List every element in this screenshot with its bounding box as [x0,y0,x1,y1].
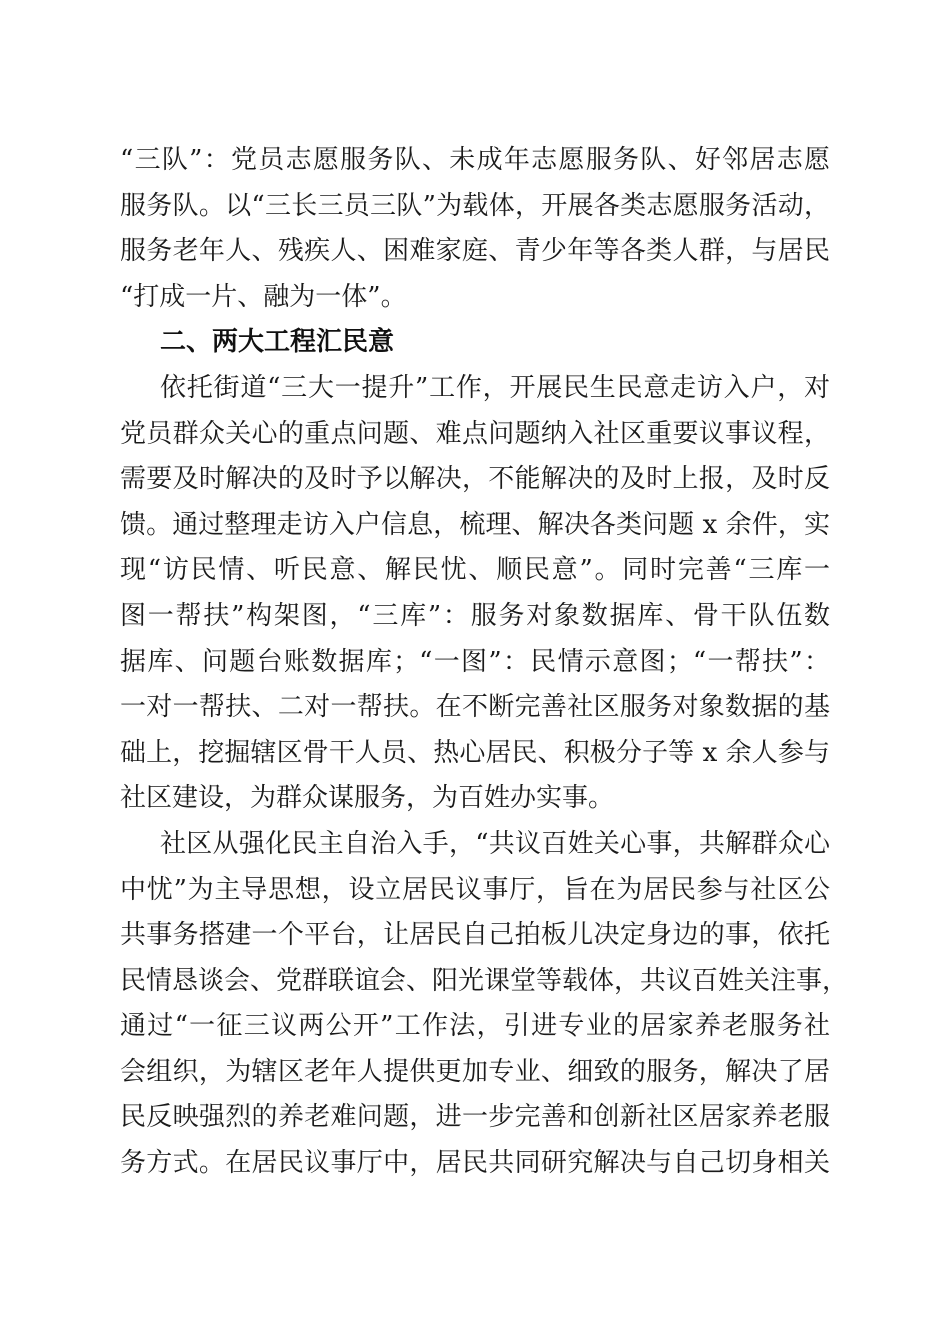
text-line: 社区从强化民主自治入手，“共议百姓关心事，共解群众心 [160,828,830,859]
text-line: “打成一片、融为一体”。 [120,281,407,312]
text-line: 图一帮扶”构架图，“三库”：服务对象数据库、骨干队伍数 [120,600,830,631]
text-line: 依托街道“三大一提升”工作，开展民生民意走访入户，对 [160,372,830,403]
text-line: 一对一帮扶、二对一帮扶。在不断完善社区服务对象数据的基 [120,692,830,723]
text-line: 馈。通过整理走访入户信息，梳理、解决各类问题 x 余件，实 [120,509,830,540]
paragraph-volunteer-teams [120,138,830,320]
text-line: 础上，挖掘辖区骨干人员、热心居民、积极分子等 x 余人参与 [120,737,830,768]
text-line: 据库、问题台账数据库；“一图”：民情示意图；“一帮扶”： [120,646,830,677]
text-line: 需要及时解决的及时予以解决，不能解决的及时上报，及时反 [120,464,830,495]
text-line: 会组织，为辖区老年人提供更加专业、细致的服务，解决了居 [120,1056,830,1087]
text-line: 社区建设，为群众谋服务，为百姓办实事。 [120,783,615,814]
section-heading: 二、两大工程汇民意 [160,327,395,358]
text-line: 党员群众关心的重点问题、难点问题纳入社区重要议事议程， [120,418,830,449]
text-line: 民情恳谈会、党群联谊会、阳光课堂等载体，共议百姓关注事， [120,965,849,996]
text-line: 中忧”为主导思想，设立居民议事厅，旨在为居民参与社区公 [120,874,830,905]
text-line: 现“访民情、听民意、解民忧、顺民意”。同时完善“三库一 [120,555,830,586]
text-line: 通过“一征三议两公开”工作法，引进专业的居家养老服务社 [120,1011,830,1042]
text-line: 服务队。以“三长三员三队”为载体，开展各类志愿服务活动， [120,190,830,221]
paragraph-public-opinion [120,366,830,822]
text-line: 服务老年人、残疾人、困难家庭、青少年等各类人群，与居民 [120,236,830,267]
paragraph-residents-council [120,822,849,1187]
text-line: 共事务搭建一个平台，让居民自己拍板儿决定身边的事，依托 [120,920,830,951]
document-body [120,138,849,1187]
text-line: 民反映强烈的养老难问题，进一步完善和创新社区居家养老服 [120,1102,830,1133]
text-line: 务方式。在居民议事厅中，居民共同研究解决与自己切身相关 [120,1148,830,1179]
text-line: “三队”：党员志愿服务队、未成年志愿服务队、好邻居志愿 [120,145,830,175]
